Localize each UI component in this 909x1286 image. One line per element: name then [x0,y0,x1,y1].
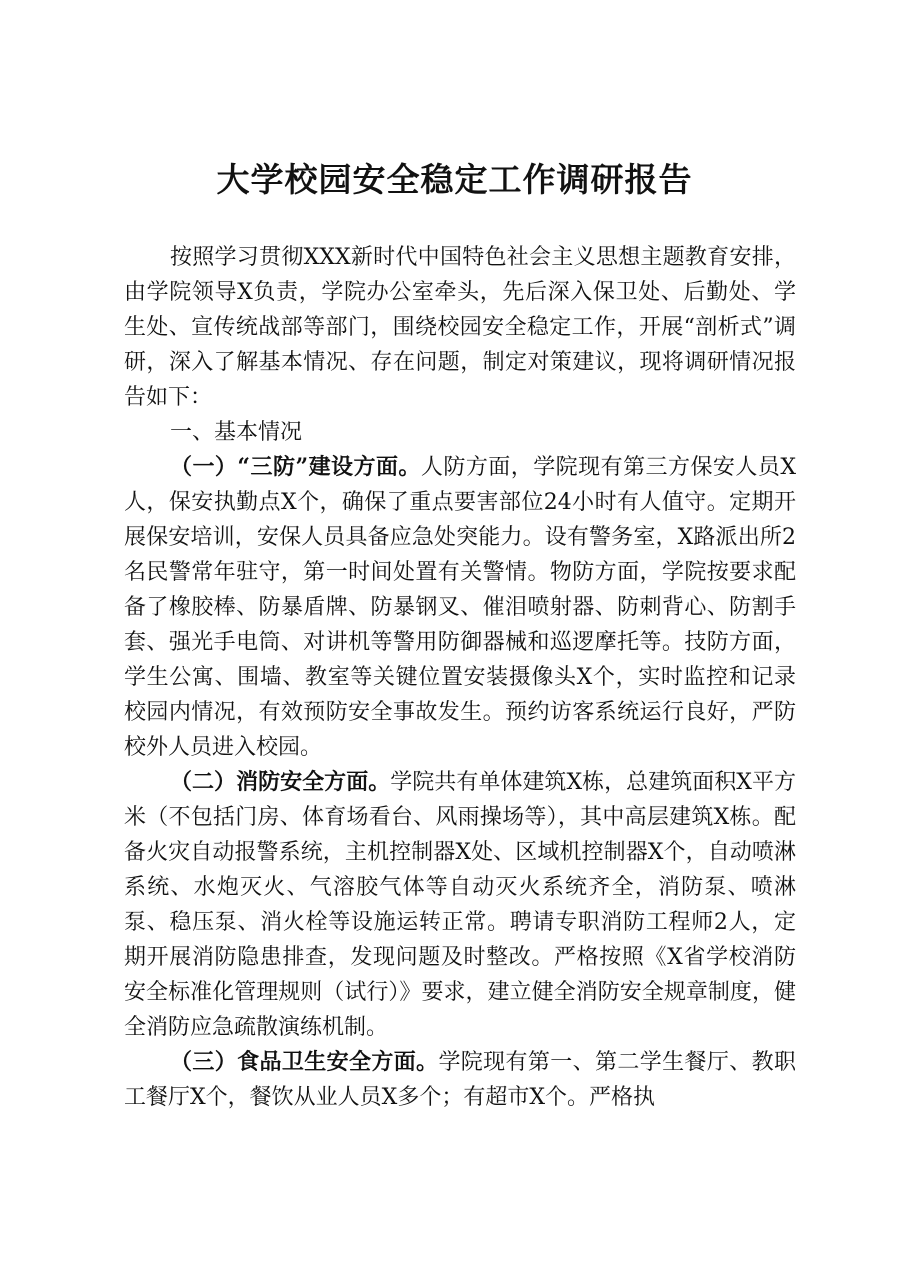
paragraph-lead: （一）“三防”建设方面。 [170,454,421,480]
paragraph-food-safety [124,1045,796,1115]
paragraph-fire-safety [124,765,796,1045]
document-title: 大学校园安全稳定工作调研报告 [216,160,693,199]
intro-paragraph: 按照学习贯彻XXX新时代中国特色社会主义思想主题教育安排，由学院领导X负责，学院办公室牵头，先后深入保卫处、后勤处、学生处、宣传统战部等部门，围绕校园安全稳定工作，开展“剖析式”调研，深入了解基本情况、存在问题，制定对策建议，现将调研情况报告如下： [124,245,796,410]
paragraph-lead: （二）消防安全方面。 [170,769,391,795]
paragraph-text: 人防方面，学院现有第三方保安人员X人，保安执勤点X个，确保了重点要害部位24小时有人值守。定期开展保安培训，安保人员具备应急处突能力。设有警务室，X路派出所2名民警常年驻守，第一时间处置有关警情。物防方面，学院按要求配备了橡胶棒、防暴盾牌、防暴钢叉、催泪喷射器、防刺背心、防割手套、强光手电筒、对讲机等警用防御器械和巡逻摩托等。技防方面，学生公寓、围墙、教室等关键位置安装摄像头X个，实时监控和记录校园内情况，有效预防安全事故发生。预约访客系统运行良好，严防校外人员进入校园。 [124,455,796,760]
paragraph-three-defenses [124,450,796,765]
paragraph-text: 学院现有第一、第二学生餐厅、教职工餐厅X个，餐饮从业人员X多个；有超市X个。严格执 [124,1050,796,1110]
paragraph-lead: （三）食品卫生安全方面。 [170,1049,439,1075]
section-heading-basic-situation: 一、基本情况 [170,420,303,445]
paragraph-text: 学院共有单体建筑X栋，总建筑面积X平方米（不包括门房、体育场看台、风雨操场等），其中高层建筑X栋。配备火灾自动报警系统，主机控制器X处、区域机控制器X个，自动喷淋系统、水炮灭火、气溶胶气体等自动灭火系统齐全，消防泵、喷淋泵、稳压泵、消火栓等设施运转正常。聘请专职消防工程师2人，定期开展消防隐患排查，发现问题及时整改。严格按照《X省学校消防安全标准化管理规则（试行）》要求，建立健全消防安全规章制度，健全消防应急疏散演练机制。 [124,770,796,1040]
document-body [124,240,796,1115]
